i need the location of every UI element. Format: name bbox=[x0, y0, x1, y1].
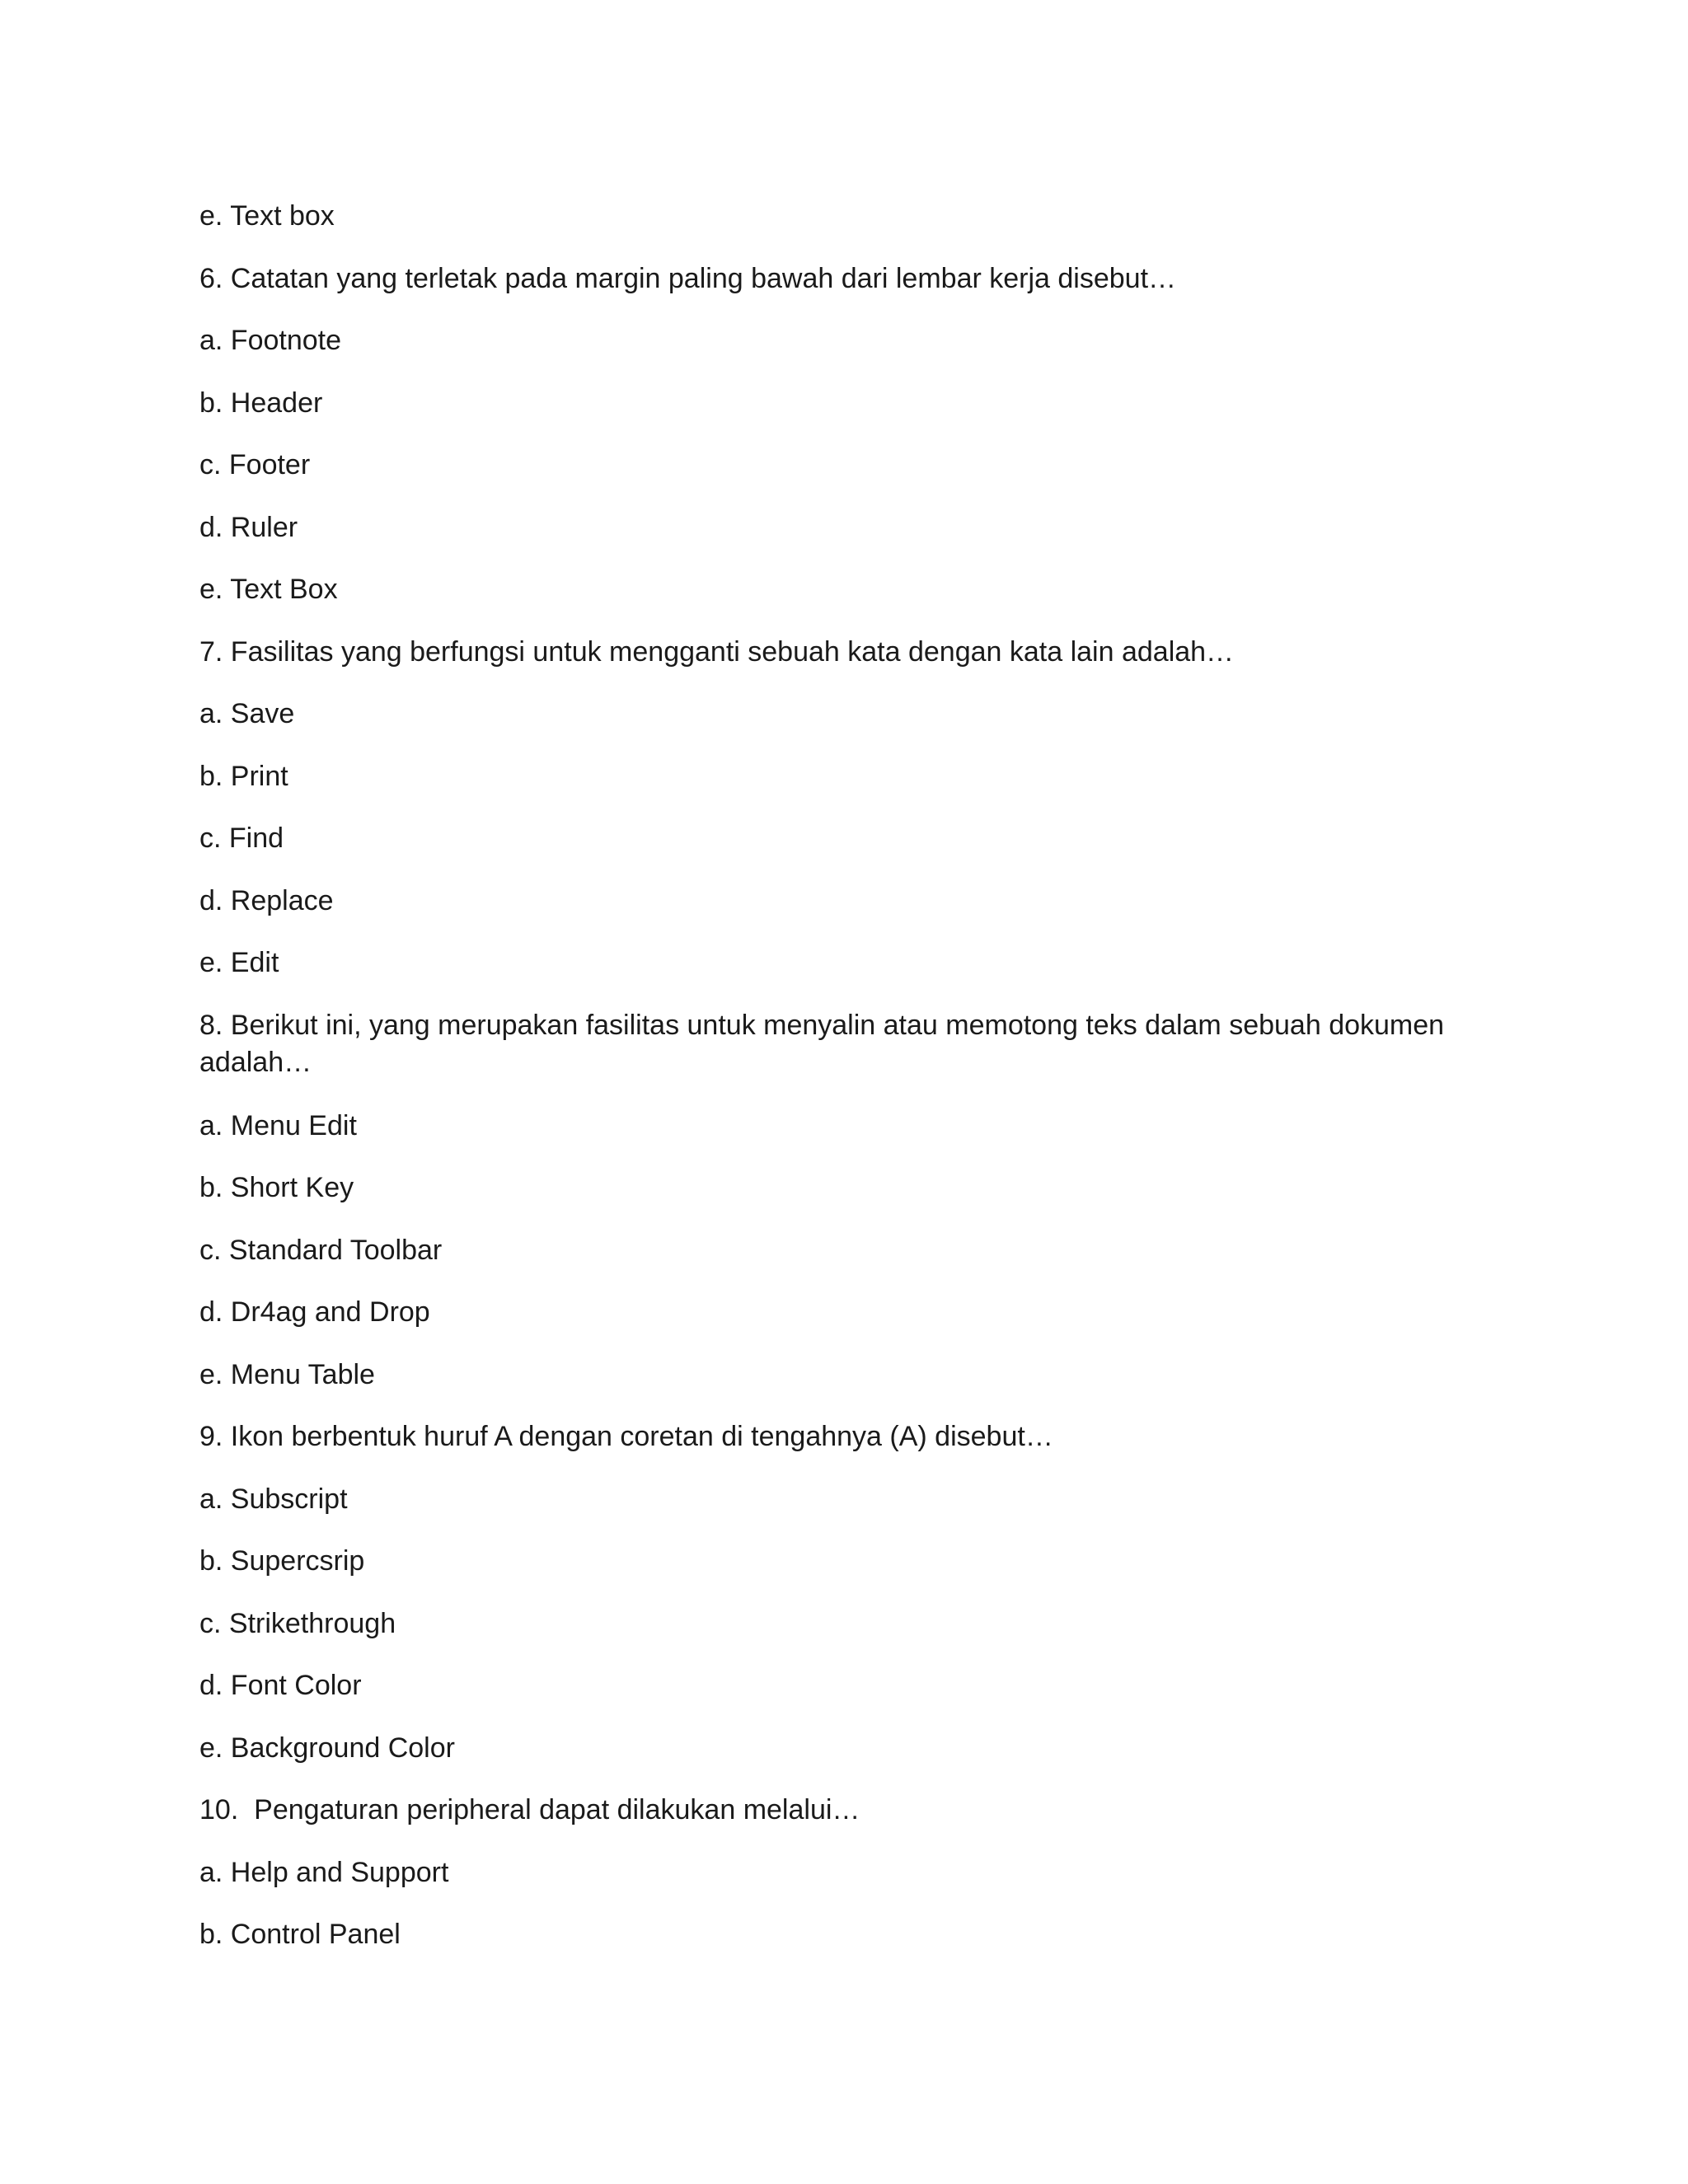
answer-option: c. Standard Toolbar bbox=[199, 1234, 443, 1266]
answer-option: d. Font Color bbox=[199, 1670, 362, 1701]
answer-option: c. Find bbox=[199, 823, 284, 854]
answer-option: c. Strikethrough bbox=[199, 1607, 396, 1639]
answer-option: e. Edit bbox=[199, 947, 279, 978]
answer-option: b. Short Key bbox=[199, 1172, 354, 1203]
question-text: 6. Catatan yang terletak pada margin paling bawah dari lembar kerja disebut… bbox=[199, 262, 1177, 294]
answer-option: d. Dr4ag and Drop bbox=[199, 1296, 430, 1328]
answer-option: a. Footnote bbox=[199, 325, 342, 356]
question-text: 9. Ikon berbentuk huruf A dengan coretan di tengahnya (A) disebut… bbox=[199, 1421, 1053, 1452]
answer-option: a. Menu Edit bbox=[199, 1109, 357, 1141]
answer-option: a. Help and Support bbox=[199, 1856, 449, 1888]
answer-option: e. Background Color bbox=[199, 1732, 455, 1764]
answer-option: e. Text box bbox=[199, 200, 335, 232]
question-text: 8. Berikut ini, yang merupakan fasilitas untuk menyalin atau memotong teks dalam sebuah dokumen adalah… bbox=[199, 1009, 1445, 1078]
question-text: 10. Pengaturan peripheral dapat dilakukan melalui… bbox=[199, 1794, 860, 1825]
answer-option: b. Supercsrip bbox=[199, 1545, 365, 1577]
answer-option: e. Menu Table bbox=[199, 1358, 375, 1390]
answer-option: e. Text Box bbox=[199, 574, 338, 605]
answer-option: b. Control Panel bbox=[199, 1919, 401, 1950]
document-body bbox=[199, 196, 1485, 1977]
answer-option: d. Ruler bbox=[199, 511, 298, 543]
question-text: 7. Fasilitas yang berfungsi untuk mengganti sebuah kata dengan kata lain adalah… bbox=[199, 635, 1235, 668]
answer-option: a. Subscript bbox=[199, 1483, 348, 1515]
answer-option: c. Footer bbox=[199, 449, 311, 480]
answer-option: b. Header bbox=[199, 387, 323, 419]
answer-option: d. Replace bbox=[199, 884, 334, 916]
answer-option: a. Save bbox=[199, 698, 295, 729]
answer-option: b. Print bbox=[199, 760, 288, 792]
